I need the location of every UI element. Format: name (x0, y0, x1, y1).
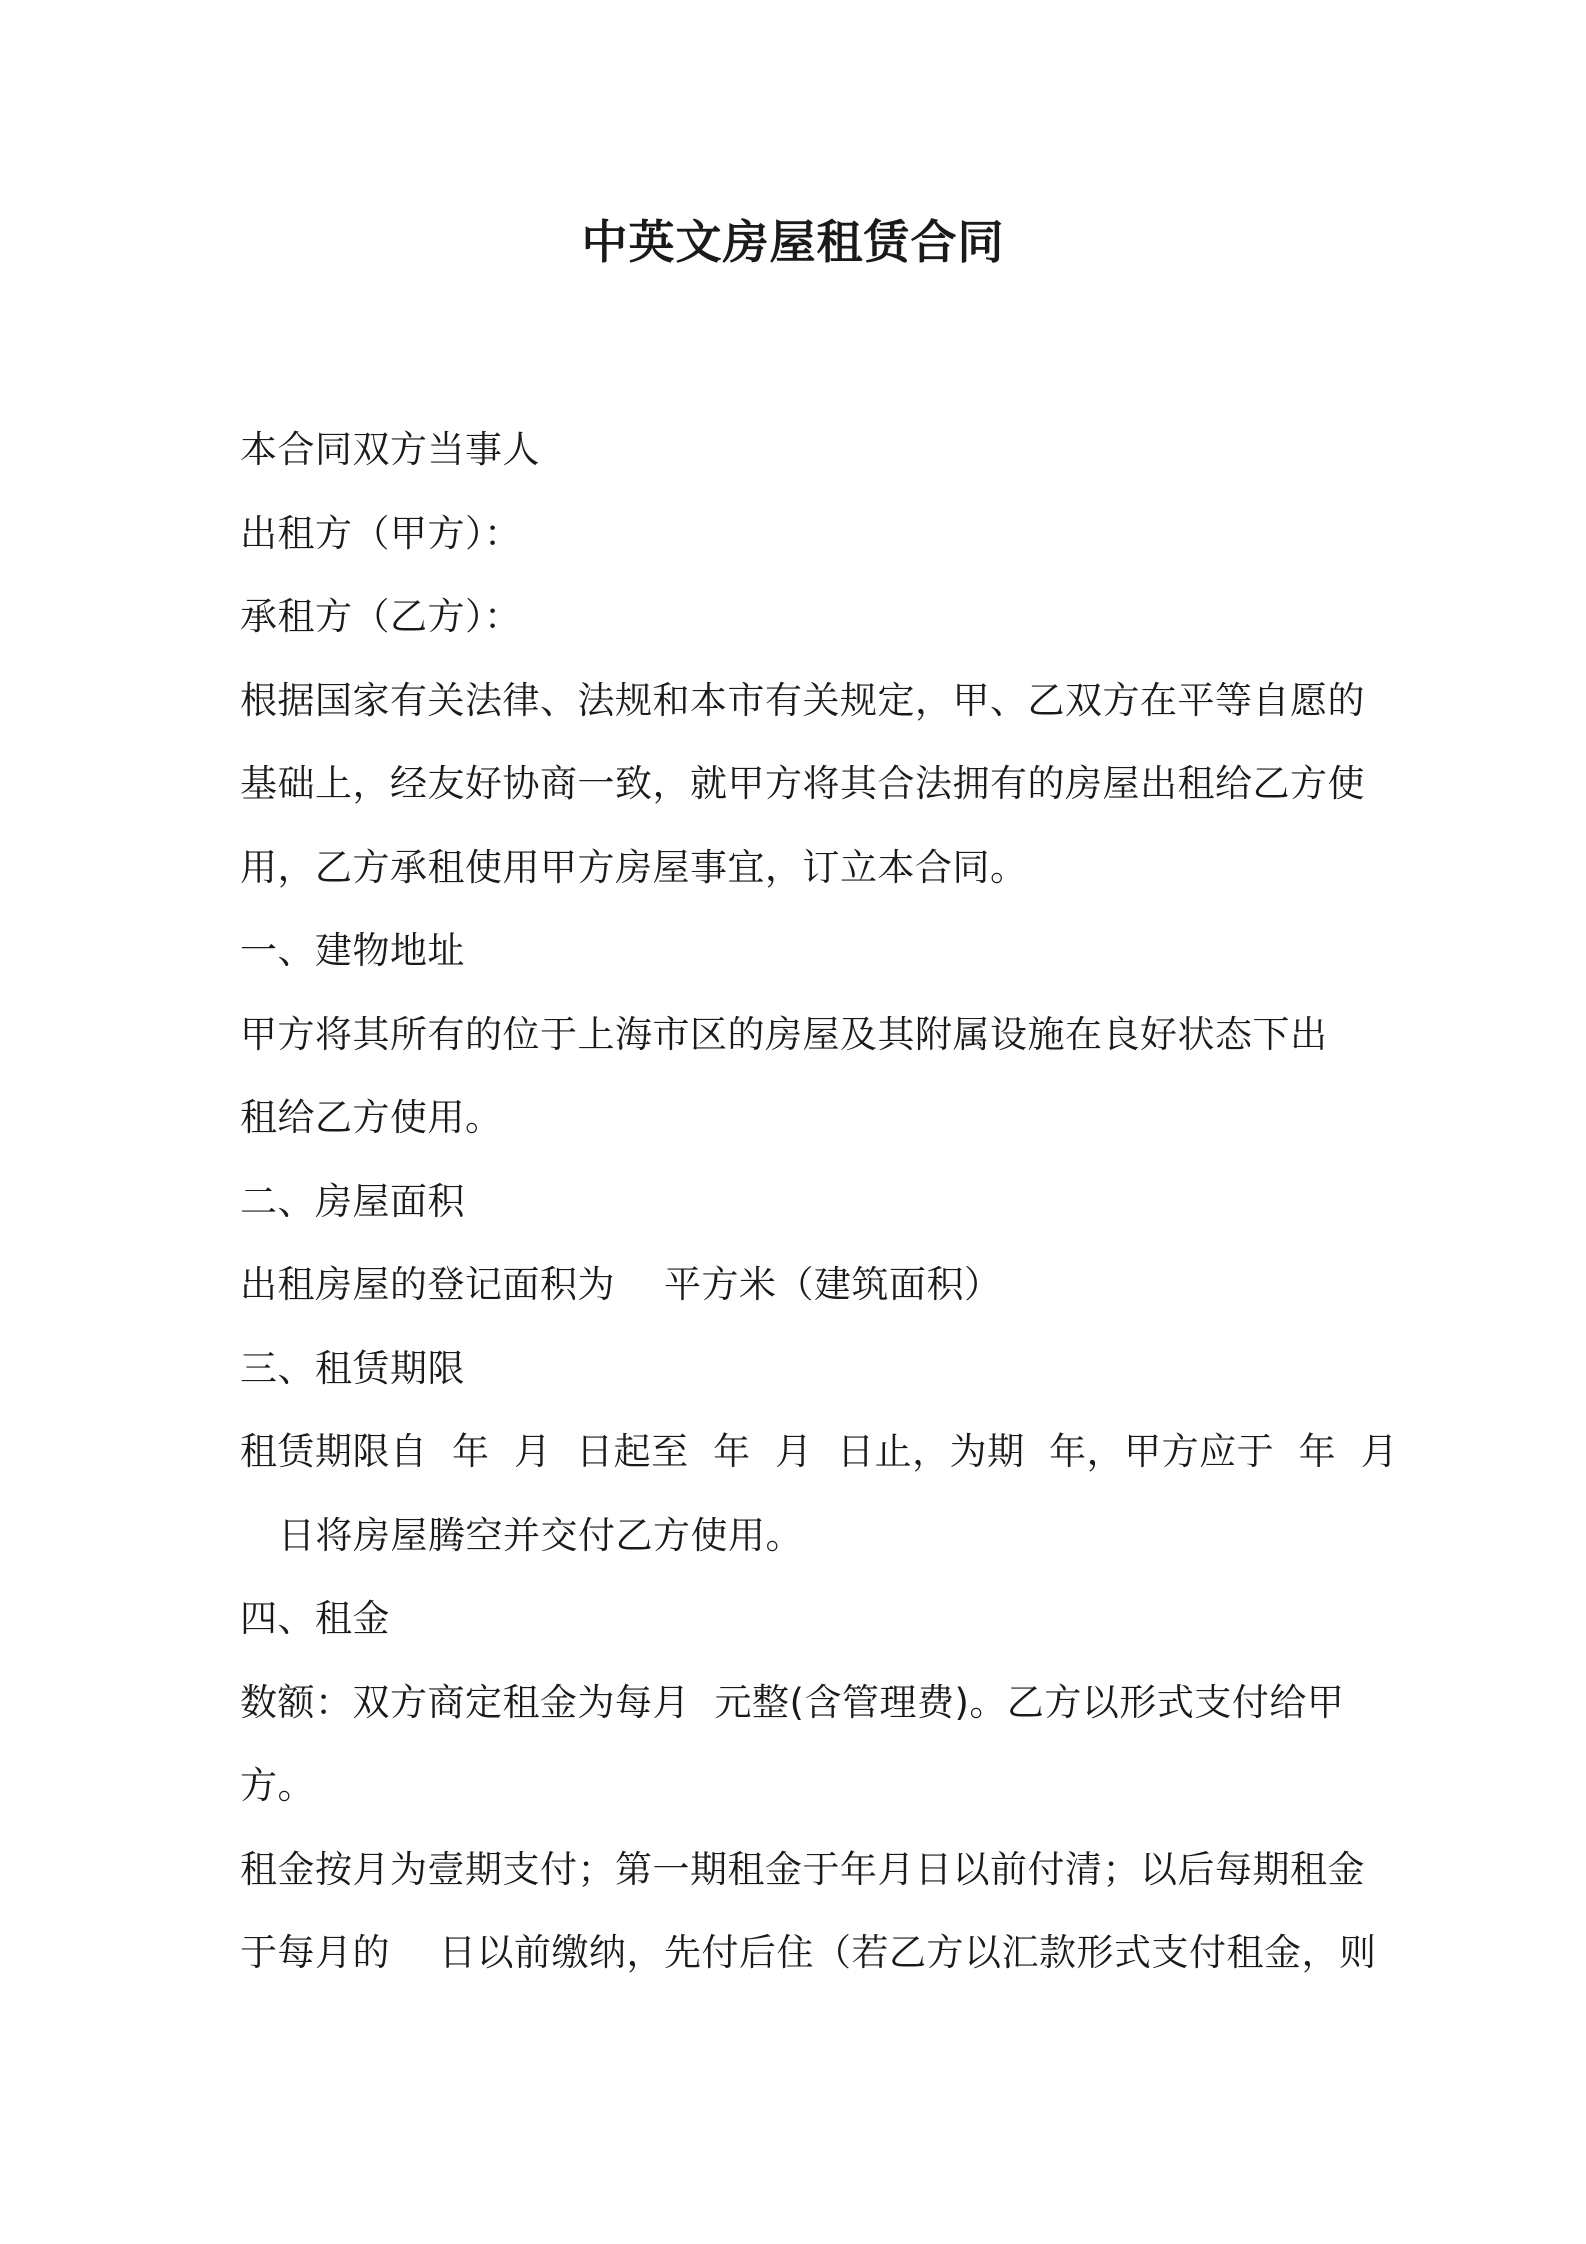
paragraph-line: 出租方（甲方）： (240, 511, 522, 555)
paragraph-line: 本合同双方当事人 (240, 428, 540, 471)
paragraph-line: 日将房屋腾空并交付乙方使用。 (278, 1513, 803, 1557)
section-heading: 一、建物地址 (240, 929, 465, 972)
paragraph-line: 根据国家有关法律、法规和本市有关规定，甲、乙双方在平等自愿的 (240, 678, 1365, 722)
paragraph-line: 方。 (240, 1764, 315, 1807)
paragraph-line: 数额：双方商定租金为每月 元整(含管理费)。乙方以形式支付给甲 (240, 1680, 1345, 1724)
paragraph-line: 租赁期限自 年 月 日起至 年 月 日止，为期 年，甲方应于 年 月 (240, 1430, 1399, 1473)
paragraph-line: 甲方将其所有的位于上海市区的房屋及其附属设施在良好状态下出 (240, 1012, 1328, 1056)
paragraph-line: 于每月的 日以前缴纳，先付后住（若乙方以汇款形式支付租金，则 (240, 1931, 1377, 1974)
paragraph-line: 租给乙方使用。 (240, 1096, 503, 1139)
paragraph-line: 基础上，经友好协商一致，就甲方将其合法拥有的房屋出租给乙方使 (240, 762, 1365, 805)
section-heading: 三、租赁期限 (240, 1346, 465, 1390)
paragraph-line: 用，乙方承租使用甲方房屋事宜，订立本合同。 (240, 845, 1028, 889)
section-heading: 二、房屋面积 (240, 1179, 465, 1223)
paragraph-line: 承租方（乙方）： (240, 595, 522, 638)
section-heading: 四、租金 (240, 1597, 390, 1640)
document-body (240, 408, 1399, 1995)
paragraph-line: 租金按月为壹期支付；第一期租金于年月日以前付清；以后每期租金 (240, 1847, 1365, 1891)
document-title: 中英文房屋租赁合同 (581, 215, 1005, 269)
paragraph-line: 出租房屋的登记面积为 平方米（建筑面积） (240, 1263, 1002, 1306)
